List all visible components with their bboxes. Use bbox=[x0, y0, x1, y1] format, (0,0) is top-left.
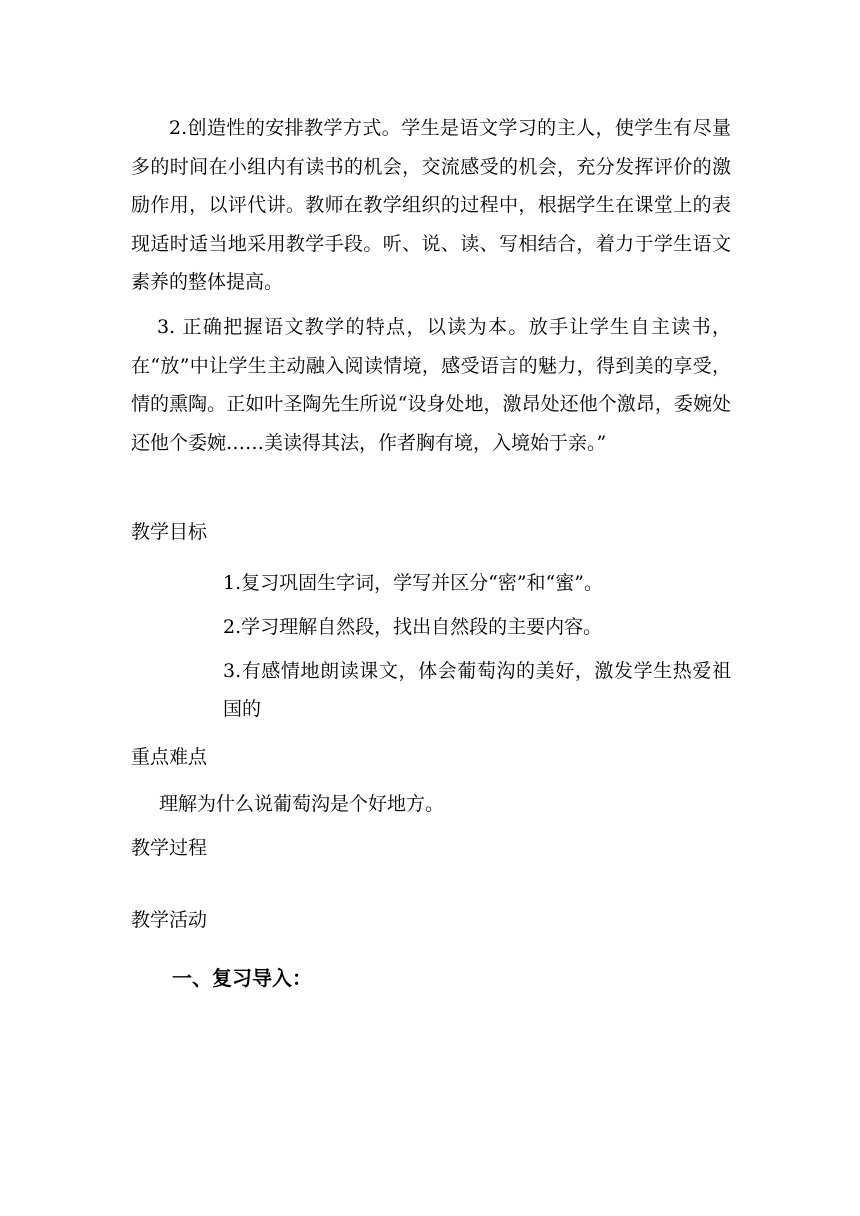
goal-item: 1.复习巩固生字词，学写并区分“密”和“蜜”。 bbox=[223, 572, 603, 594]
goal-item: 2.学习理解自然段，找出自然段的主要内容。 bbox=[223, 616, 603, 638]
heading-key-points: 重点难点 bbox=[131, 746, 208, 768]
paragraph-reading-focus: 3. 正确把握语文教学的特点，以读为本。放手让学生自主读书，在“放”中让学生主动融入阅读情境，感受语言的魅力，得到美的享受，情的熏陶。正如叶圣陶先生所说“设身处地，激昂处还他个激昂，委婉处还他个委婉……美读得其法，作者胸有境，入境始于亲。” bbox=[131, 316, 731, 454]
section-title-review-intro: 一、复习导入： bbox=[172, 966, 312, 990]
teaching-goals-list bbox=[223, 564, 731, 734]
heading-teaching-process: 教学过程 bbox=[131, 837, 208, 859]
heading-teaching-goals: 教学目标 bbox=[131, 521, 208, 543]
goal-item: 3.有感情地朗读课文，体会葡萄沟的美好，激发学生热爱祖国的 bbox=[223, 660, 731, 720]
heading-teaching-activity: 教学活动 bbox=[131, 909, 208, 931]
key-points-text: 理解为什么说葡萄沟是个好地方。 bbox=[159, 793, 445, 815]
paragraph-teaching-method: 2.创造性的安排教学方式。学生是语文学习的主人，使学生有尽量多的时间在小组内有读书的机会，交流感受的机会，充分发挥评价的激励作用，以评代讲。教师在教学组织的过程中，根据学生在课堂上的表现适时适当地采用教学手段。听、说、读、写相结合，着力于学生语文素养的整体提高。 bbox=[131, 117, 731, 293]
